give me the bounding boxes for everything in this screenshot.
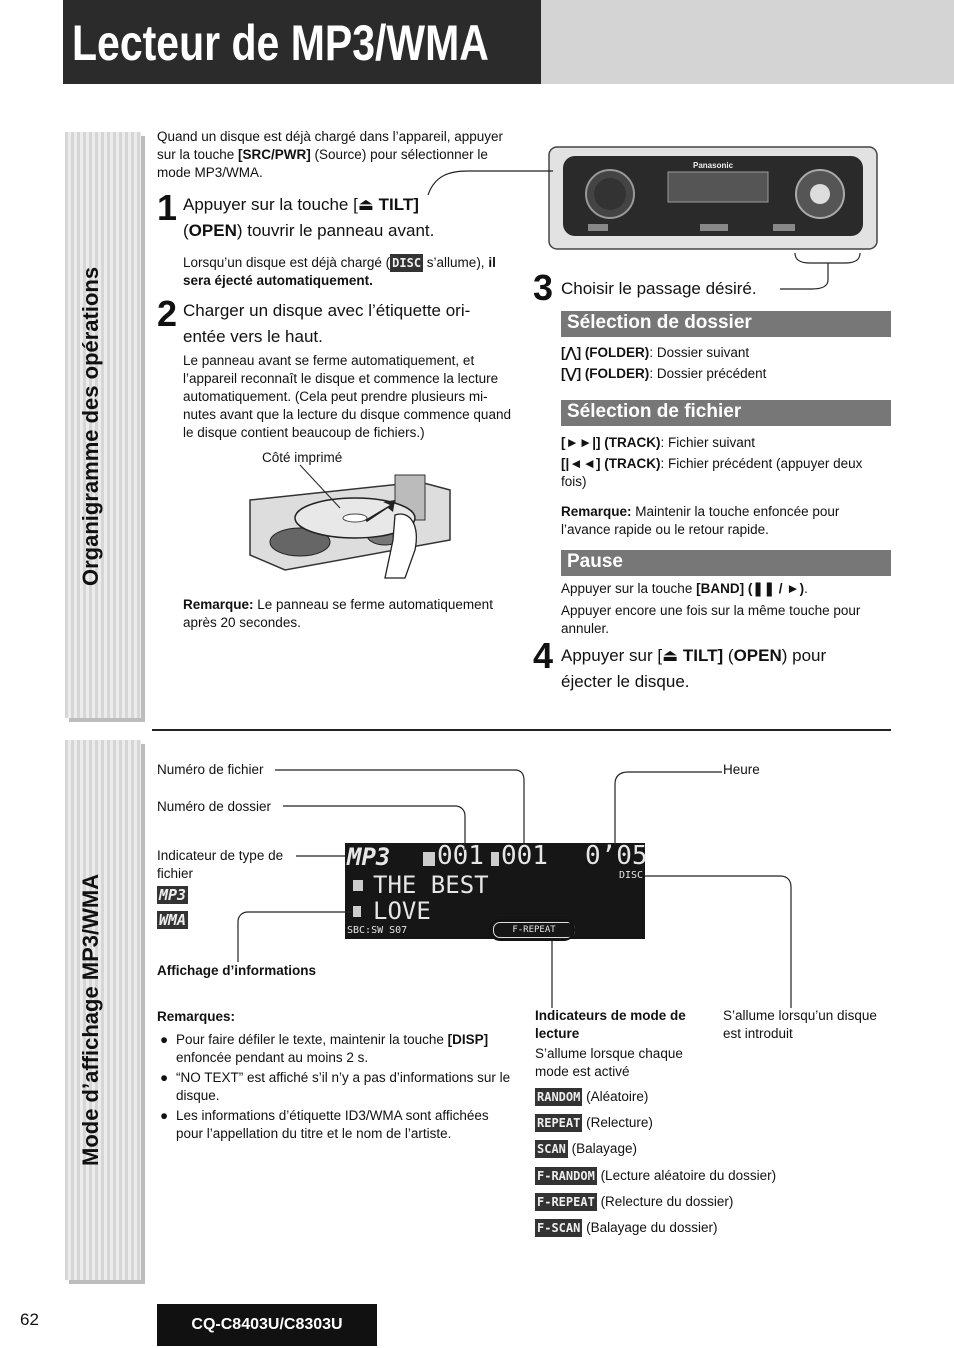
step-3-text: Choisir le passage désiré. [561, 279, 757, 298]
pause-section-heading: Pause [561, 550, 891, 576]
label-disc-indicator: S’allume lorsqu’un disque est introduit [723, 1008, 877, 1041]
step-1-note: Lorsqu’un disque est déjà chargé ( DISC s’allume), il sera éjecté automatiquement. [183, 255, 496, 288]
model-number: CQ-C8403U/C8303U [157, 1304, 377, 1346]
mode-item-f-scan: F-SCAN (Balayage du dossier) [537, 1220, 718, 1235]
file-section-heading: Sélection de fichier [561, 400, 891, 426]
mode-item-f-random: F-RANDOM (Lecture aléatoire du dossier) [537, 1168, 777, 1183]
file-prev-line: [|◄◄] (TRACK): Fichier précédent (appuyer deux fois) [561, 456, 863, 489]
page-number: 62 [20, 1310, 39, 1329]
step-2-note: Le panneau avant se ferme automatiquement, et l’appareil reconnaît le disque et commence la lecture automatiquement. (Cela peut prendre plusieurs mi-nutes avant que la lecture du disque commence quand le disque contient beaucoup de fichiers.) [183, 353, 511, 440]
type-badge-mp3: MP3 [159, 886, 187, 904]
eject-icon: ⏏ [662, 646, 683, 665]
label-file-type: Indicateur de type de fichier [157, 848, 284, 881]
type-badge-wma: WMA [159, 911, 187, 929]
step-1-number: 1 [157, 187, 178, 228]
printed-side-caption: Côté imprimé [262, 450, 343, 465]
list-item: ● “NO TEXT” est affiché s’il n’y a pas d’informations sur le disque. [160, 1070, 511, 1103]
page-title: Lecteur de MP3/WMA [72, 15, 489, 71]
label-play-mode-sub: S’allume lorsque chaque mode est activé [535, 1046, 683, 1079]
mode-item-scan: SCAN (Balayage) [537, 1141, 637, 1156]
file-next-line: [►►|] (TRACK): Fichier suivant [561, 435, 756, 450]
bullet-icon: ● [160, 1032, 169, 1047]
lcd-type: MP3 [347, 843, 391, 871]
disc-indicator-icon: DISC [392, 256, 422, 270]
label-information-display: Affichage d’informations [157, 963, 317, 978]
eject-icon: ⏏ [357, 195, 379, 214]
label-clock: Heure [723, 762, 760, 777]
lcd-time: 0’05 [585, 841, 648, 871]
device-brand: Panasonic [693, 161, 734, 170]
folder-up-line: [⋀] (FOLDER): Dossier suivant [561, 345, 750, 360]
step-2-number: 2 [157, 293, 178, 334]
bullet-icon: ● [160, 1070, 169, 1085]
lcd-folder-number: 001 [437, 841, 484, 871]
lcd-bottom-text: SBC:SW S07 [347, 925, 408, 936]
intro-text: Quand un disque est déjà chargé dans l’appareil, appuyer sur la touche [SRC/PWR] (Source) pour sélectionner le mode MP3/WMA. [157, 129, 503, 180]
bullet-icon: ● [160, 1108, 169, 1123]
step-4-text: Appuyer sur [⏏ TILT] (OPEN) pour éjecter le disque. [561, 646, 827, 691]
remarks-list [160, 1031, 512, 1143]
lcd-disc: DISC [619, 870, 644, 881]
label-play-mode: Indicateurs de mode de lecture [535, 1008, 686, 1041]
folder-section-heading: Sélection de dossier [561, 311, 891, 337]
file-remark: Remarque: Maintenir la touche enfoncée pour l’avance rapide ou le retour rapide. [561, 504, 840, 537]
step-1-text: Appuyer sur la touche [⏏ TILT] (OPEN) touvrir le panneau avant. [183, 195, 435, 240]
step-2-remark: Remarque: Le panneau se ferme automatiquement après 20 secondes. [183, 597, 493, 630]
label-file-number: Numéro de fichier [157, 762, 264, 777]
mode-item-repeat: REPEAT (Relecture) [537, 1115, 653, 1130]
folder-down-line: [⋁] (FOLDER): Dossier précédent [561, 366, 767, 381]
remarks-title: Remarques: [157, 1009, 236, 1024]
side-tab-display-label: Mode d’affichage MP3/WMA [78, 873, 103, 1166]
list-item: ● Pour faire défiler le texte, maintenir la touche [DISP] enfoncée pendant au moins 2 s. [160, 1032, 489, 1065]
lcd-file-number: 001 [501, 841, 548, 871]
lcd-line-2: LOVE [373, 897, 431, 925]
list-item: ● Les informations d’étiquette ID3/WMA sont affichées pour l’appellation du titre et le nom de l’artiste. [160, 1108, 489, 1141]
lcd-mode-indicator: F-REPEAT [493, 922, 575, 938]
pause-line-1: Appuyer sur la touche [BAND] (❚❚ / ►). [561, 581, 808, 596]
pause-line-2: Appuyer encore une fois sur la même touche pour annuler. [561, 603, 861, 636]
mode-item-random: RANDOM (Aléatoire) [537, 1089, 649, 1104]
label-folder-number: Numéro de dossier [157, 799, 272, 814]
step-2-text: Charger un disque avec l’étiquette ori-entée vers le haut. [183, 301, 471, 346]
step-4-number: 4 [533, 635, 554, 676]
lcd-line-1: THE BEST [373, 871, 489, 899]
side-tab-operations-label: Organigramme des opérations [78, 266, 103, 586]
step-3-number: 3 [533, 267, 554, 308]
mode-item-f-repeat: F-REPEAT (Relecture du dossier) [537, 1194, 734, 1209]
